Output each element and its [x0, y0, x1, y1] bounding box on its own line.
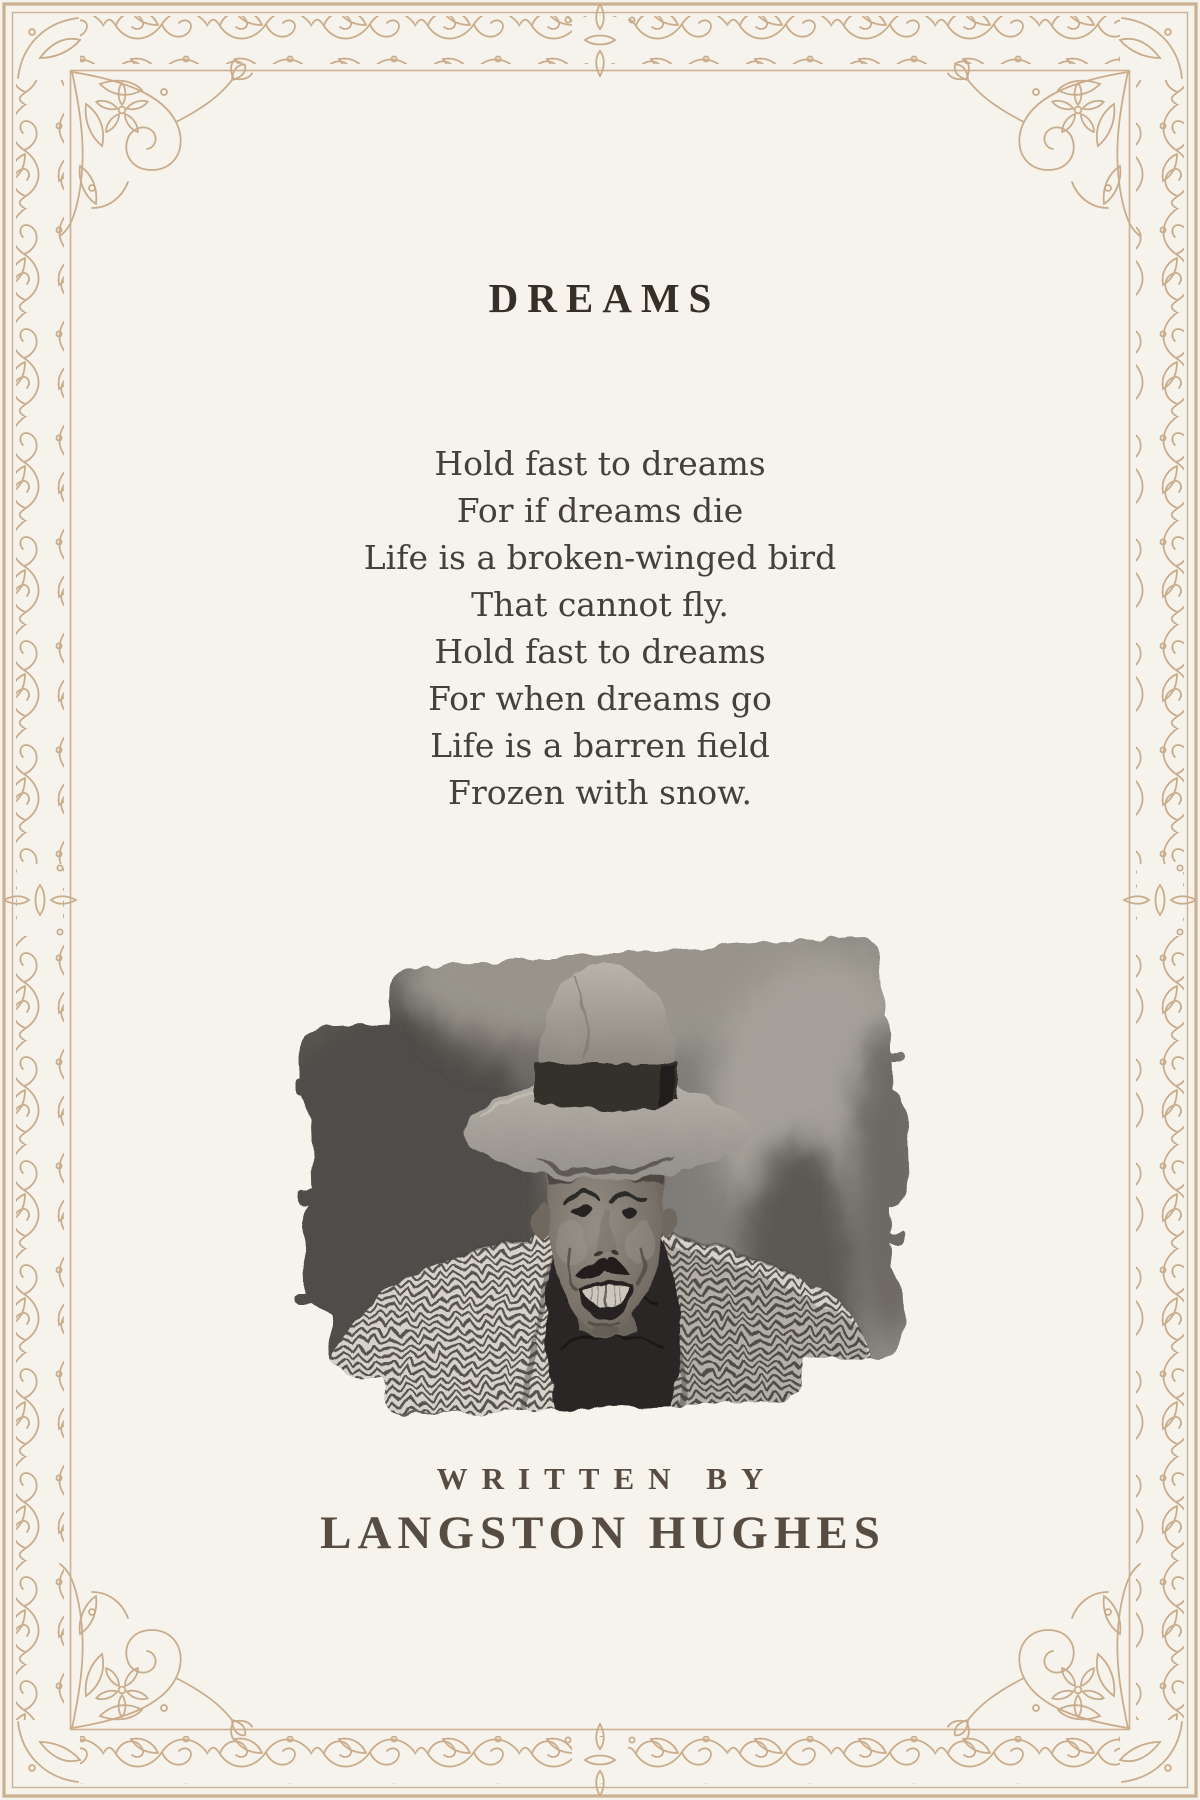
poem-line: Life is a broken-winged bird: [363, 538, 837, 577]
poem-line: Hold fast to dreams: [434, 444, 766, 483]
poem-title: DREAMS: [488, 275, 721, 321]
poem-line: For if dreams die: [456, 491, 744, 530]
credit-prefix: WRITTEN BY: [436, 1461, 778, 1496]
poem-line: For when dreams go: [428, 679, 772, 718]
poem-line: That cannot fly.: [471, 585, 729, 624]
ornamental-border: [4, 4, 1196, 1796]
poem-line: Hold fast to dreams: [434, 632, 766, 671]
langston-hughes-portrait: [250, 910, 930, 1420]
credit-author-name: LANGSTON HUGHES: [320, 1507, 886, 1559]
poem-line: Frozen with snow.: [448, 773, 752, 812]
poem-line: Life is a barren field: [430, 726, 770, 765]
